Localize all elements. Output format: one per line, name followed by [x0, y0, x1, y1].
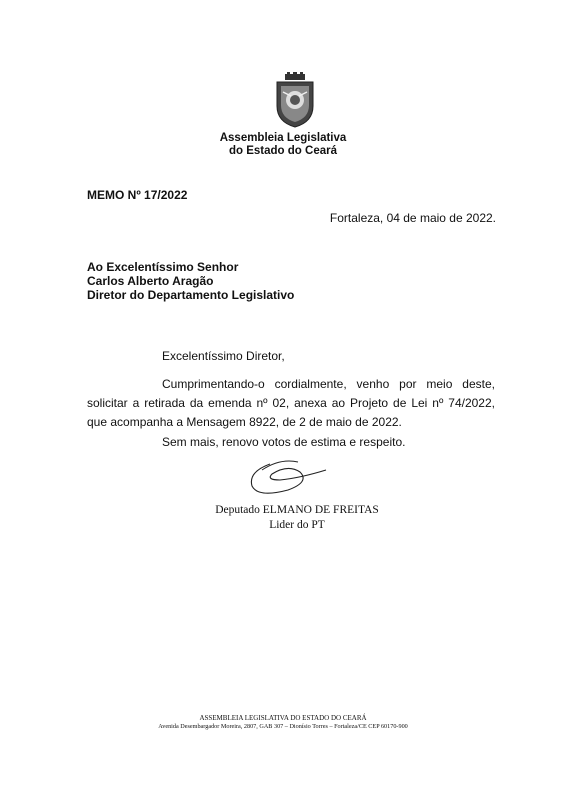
addressee-title: Diretor do Departamento Legislativo — [87, 288, 295, 302]
signer-name: Deputado ELMANO DE FREITAS — [215, 504, 379, 516]
state-coat-of-arms-icon — [271, 72, 319, 128]
salutation: Excelentíssimo Diretor, — [162, 349, 285, 363]
institution-name-line1: Assembleia Legislativa — [219, 132, 347, 144]
memo-number: MEMO Nº 17/2022 — [87, 188, 188, 202]
closing-line: Sem mais, renovo votos de estima e respeito. — [162, 435, 406, 449]
signer-role: Lider do PT — [269, 519, 325, 531]
footer-institution: ASSEMBLEIA LEGISLATIVA DO ESTADO DO CEARÁ — [199, 714, 367, 722]
date-line: Fortaleza, 04 de maio de 2022. — [329, 211, 496, 225]
body-paragraph: Cumprimentando-o cordialmente, venho por meio deste, solicitar a retirada da emenda nº 02, anexa ao Projeto de Lei nº 74/2022, que acompanha a Mensagem 8922, de 2 de maio de 2022. — [87, 377, 495, 429]
footer-address: Avenida Desembargador Moreira, 2807, GAB 307 – Dionísio Torres – Fortaleza/CE CEP 60170-900 — [158, 723, 408, 730]
addressee-name: Carlos Alberto Aragão — [87, 274, 214, 288]
addressee-line1: Ao Excelentíssimo Senhor — [87, 260, 239, 274]
handwritten-signature-icon — [240, 450, 330, 500]
institution-name-line2: do Estado do Ceará — [229, 145, 337, 157]
